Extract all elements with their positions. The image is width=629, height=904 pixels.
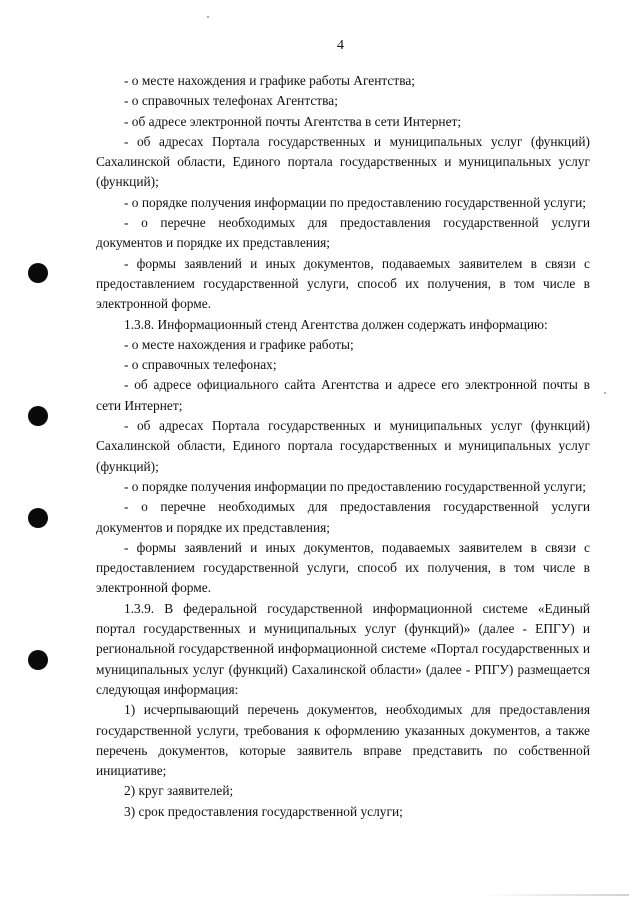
section-1-3-8-heading: 1.3.8. Информационный стенд Агентства должен содержать информацию: [124, 316, 548, 332]
scan-speck [207, 16, 209, 18]
bullet-phones: - о справочных телефонах Агентства; [124, 93, 338, 109]
binder-hole-mark [28, 650, 48, 670]
binder-hole-mark [28, 508, 48, 528]
binder-hole-mark [28, 263, 48, 283]
bullet-stand-location: - о месте нахождения и графике работы; [124, 336, 354, 352]
bullet-documents-list: - о перечне необходимых для предоставления государственной услуги документов и порядке их представления; [96, 215, 590, 251]
bullet-email: - об адресе электронной почты Агентства в сети Интернет; [124, 113, 462, 129]
scan-speck [604, 392, 606, 394]
document-body [96, 71, 590, 822]
numbered-item-3: 3) срок предоставления государственной услуги; [124, 803, 403, 819]
bullet-stand-forms: - формы заявлений и иных документов, подаваемых заявителем в связи с предоставлением государственной услуги, способ их получения, в том числе в электронной форме. [96, 539, 590, 596]
binder-hole-mark [28, 406, 48, 426]
bullet-application-forms: - формы заявлений и иных документов, подаваемых заявителем в связи с предоставлением государственной услуги, способ их получения, в том числе в электронной форме. [96, 255, 590, 312]
page-number: 4 [337, 38, 344, 53]
bullet-stand-phones: - о справочных телефонах; [124, 357, 277, 373]
numbered-item-2: 2) круг заявителей; [124, 783, 234, 799]
bullet-location-schedule: - о месте нахождения и графике работы Агентства; [124, 73, 416, 88]
bullet-portals: - об адресах Портала государственных и муниципальных услуг (функций) Сахалинской области, Единого портала государственных и муниципальных услуг (функций); [96, 133, 590, 190]
section-1-3-9-paragraph: 1.3.9. В федеральной государственной информационной системе «Единый портал государственных и муниципальных услуг (функций)» (далее - ЕПГУ) и региональной государственной информационной системе «Портал государственных и муниципальных услуг (функций) Сахалинской области» (далее - РПГУ) размещается следующая информация: [96, 600, 590, 697]
numbered-item-1: 1) исчерпывающий перечень документов, необходимых для предоставления государственной услуги, требования к оформлению указанных документов, а также перечень документов, которые заявитель вправе представить по собственной инициативе; [96, 702, 590, 779]
scan-edge-shadow [480, 894, 629, 896]
bullet-info-procedure: - о порядке получения информации по предоставлению государственной услуги; [124, 194, 587, 210]
bullet-stand-portals: - об адресах Портала государственных и муниципальных услуг (функций) Сахалинской области, Единого портала государственных и муниципальных услуг (функций); [96, 418, 590, 474]
bullet-stand-info-procedure: - о порядке получения информации по предоставлению государственной услуги; [124, 478, 587, 494]
bullet-stand-website: - об адресе официального сайта Агентства и адресе его электронной почты в сети Интернет; [96, 377, 590, 413]
bullet-stand-documents: - о перечне необходимых для предоставления государственной услуги документов и порядке их представления; [96, 499, 590, 535]
